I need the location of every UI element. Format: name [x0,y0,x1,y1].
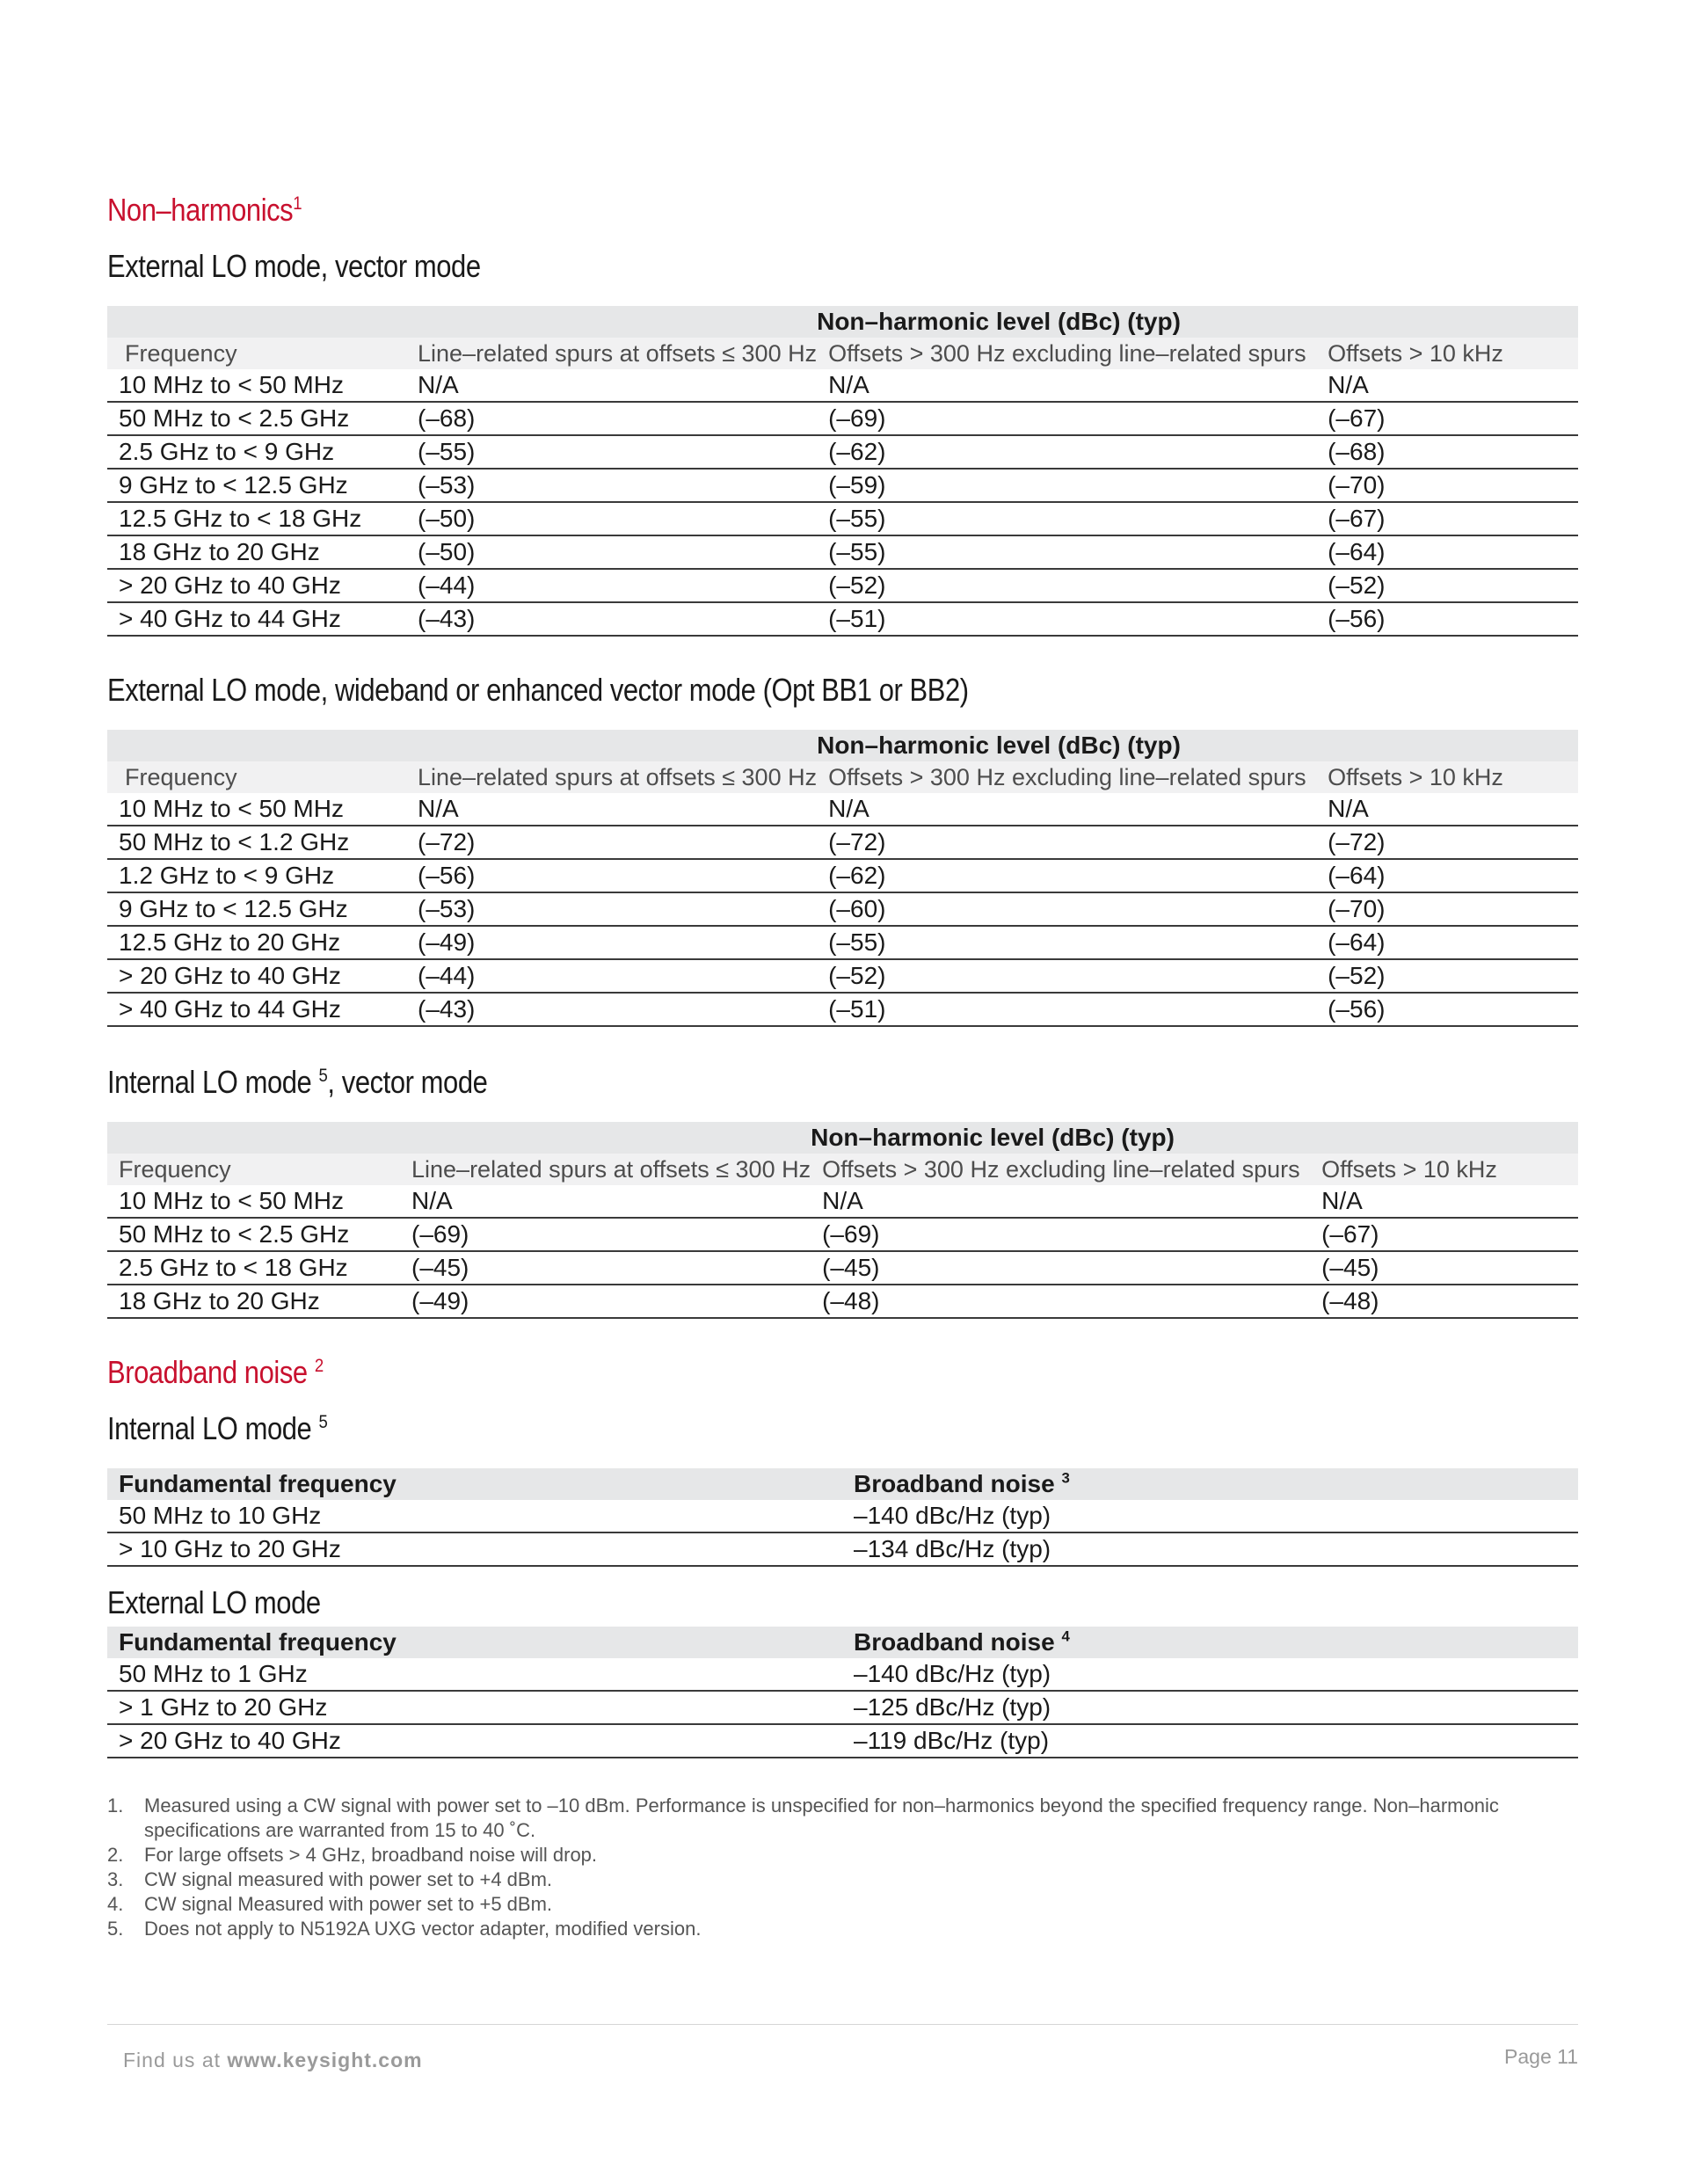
row-value-cell: (–55) [817,502,1316,535]
row-frequency-cell: 2.5 GHz to < 18 GHz [107,1251,400,1285]
footnote-number: 1. [107,1795,124,1816]
table5-heading: External LO mode [107,1584,321,1620]
table2-band-label: Non–harmonic level (dBc) (typ) [817,730,1578,761]
row-frequency-cell: 50 MHz to 1 GHz [107,1658,842,1691]
row-value-cell: –134 dBc/Hz (typ) [842,1532,1578,1566]
footnote-ref: 5 [318,1064,328,1086]
row-value-cell: N/A [406,369,817,402]
row-frequency-cell: 50 MHz to 10 GHz [107,1500,842,1532]
row-value-cell: N/A [1316,793,1578,826]
row-value-cell: (–69) [817,402,1316,435]
footnote-ref: 1 [293,192,302,214]
row-frequency-cell: 1.2 GHz to < 9 GHz [107,859,406,892]
row-frequency-cell: 12.5 GHz to 20 GHz [107,926,406,959]
table1-heading: External LO mode, vector mode [107,248,481,284]
row-value-cell: (–72) [817,826,1316,859]
row-value-cell: (–55) [817,535,1316,569]
row-value-cell: N/A [1310,1185,1578,1218]
table-row [107,1691,1578,1724]
footnote-number: 4. [107,1893,124,1915]
row-frequency-cell: 10 MHz to < 50 MHz [107,369,406,402]
footnote-5 [107,1917,1578,1941]
row-value-cell: (–48) [811,1285,1310,1318]
col-header-line-spurs: Line–related spurs at offsets ≤ 300 Hz [406,338,817,369]
row-value-cell: (–56) [1316,993,1578,1026]
footnote-ref: 2 [314,1354,324,1376]
footnote-number: 2. [107,1844,124,1866]
footnote-3 [107,1867,1578,1892]
page-number: Page 11 [1504,2045,1578,2068]
col-header-broadband-noise [842,1468,1578,1500]
row-frequency-cell: > 20 GHz to 40 GHz [107,569,406,602]
row-value-cell: (–56) [1316,602,1578,636]
row-frequency-cell: 10 MHz to < 50 MHz [107,1185,400,1218]
footnote-1 [107,1794,1578,1843]
row-value-cell: (–53) [406,469,817,502]
col-header-offsets-10k: Offsets > 10 kHz [1316,338,1578,369]
row-frequency-cell: 10 MHz to < 50 MHz [107,793,406,826]
row-value-cell: N/A [400,1185,811,1218]
row-value-cell: (–70) [1316,469,1578,502]
row-value-cell: –125 dBc/Hz (typ) [842,1691,1578,1724]
heading-text: Internal LO mode [107,1410,312,1446]
table3-header-row [107,1154,1578,1185]
heading-text: Internal LO mode [107,1064,312,1100]
footnote-text: CW signal Measured with power set to +5 dBm. [144,1893,553,1915]
table-row [107,826,1578,859]
row-value-cell: (–55) [817,926,1316,959]
row-value-cell: (–67) [1316,502,1578,535]
row-value-cell: (–44) [406,959,817,993]
footer-prefix: Find us at [123,2049,221,2071]
table-row [107,369,1578,402]
footnote-text: Measured using a CW signal with power set to –10 dBm. Performance is unspecified for non–harmonics beyond the specified frequency range. Non–harmonic specifications are warranted from 15 to 40 ˚C. [144,1795,1499,1841]
section-title-text: Non–harmonics [107,192,294,228]
row-value-cell: (–55) [406,435,817,469]
row-value-cell: (–64) [1316,926,1578,959]
row-value-cell: (–64) [1316,859,1578,892]
row-value-cell: (–45) [811,1251,1310,1285]
row-frequency-cell: 12.5 GHz to < 18 GHz [107,502,406,535]
table3 [107,1122,1578,1319]
row-value-cell: (–68) [406,402,817,435]
col-header-text: Broadband noise [854,1470,1055,1497]
table-row [107,435,1578,469]
table-row [107,469,1578,502]
row-frequency-cell: 2.5 GHz to < 9 GHz [107,435,406,469]
row-value-cell: (–68) [1316,435,1578,469]
row-frequency-cell: 50 MHz to < 2.5 GHz [107,1218,400,1251]
table2-header-row [107,761,1578,793]
col-header-frequency: Frequency [107,338,406,369]
row-frequency-cell: 50 MHz to < 2.5 GHz [107,402,406,435]
row-value-cell: –140 dBc/Hz (typ) [842,1500,1578,1532]
col-header-text: Broadband noise [854,1628,1055,1656]
row-value-cell: (–43) [406,993,817,1026]
row-value-cell: (–64) [1316,535,1578,569]
table-row [107,535,1578,569]
col-header-broadband-noise [842,1627,1578,1658]
row-frequency-cell: > 10 GHz to 20 GHz [107,1532,842,1566]
col-header-offsets-300: Offsets > 300 Hz excluding line–related spurs [811,1154,1310,1185]
row-value-cell: (–52) [817,959,1316,993]
section-title-non-harmonics [107,192,302,229]
table-row [107,859,1578,892]
table4 [107,1468,1578,1567]
row-value-cell: (–49) [406,926,817,959]
table-row [107,1185,1578,1218]
col-header-frequency: Frequency [107,761,406,793]
table-row [107,892,1578,926]
table-row [107,1532,1578,1566]
row-value-cell: (–53) [406,892,817,926]
table-row [107,993,1578,1026]
row-value-cell: (–51) [817,602,1316,636]
row-frequency-cell: > 1 GHz to 20 GHz [107,1691,842,1724]
table-row [107,402,1578,435]
row-value-cell: (–67) [1316,402,1578,435]
row-frequency-cell: 50 MHz to < 1.2 GHz [107,826,406,859]
row-value-cell: (–50) [406,502,817,535]
footnote-2 [107,1843,1578,1867]
table5 [107,1627,1578,1758]
row-value-cell: N/A [406,793,817,826]
table2-heading: External LO mode, wideband or enhanced vector mode (Opt BB1 or BB2) [107,672,969,708]
table3-heading [107,1064,487,1101]
table3-band-label: Non–harmonic level (dBc) (typ) [811,1122,1578,1154]
table3-band-row [107,1122,1578,1154]
footnote-number: 3. [107,1868,124,1890]
row-value-cell: (–70) [1316,892,1578,926]
table2 [107,730,1578,1027]
heading-text: , vector mode [327,1064,488,1100]
row-frequency-cell: 18 GHz to 20 GHz [107,535,406,569]
table-row [107,1500,1578,1532]
footer-divider [107,2024,1578,2025]
row-frequency-cell: > 20 GHz to 40 GHz [107,959,406,993]
footnotes [107,1794,1578,1941]
row-value-cell: (–45) [1310,1251,1578,1285]
table-row [107,1285,1578,1318]
row-value-cell: (–43) [406,602,817,636]
row-value-cell: (–59) [817,469,1316,502]
row-value-cell: (–60) [817,892,1316,926]
row-value-cell: –119 dBc/Hz (typ) [842,1724,1578,1758]
col-header-fundamental-frequency: Fundamental frequency [107,1468,842,1500]
col-header-offsets-300: Offsets > 300 Hz excluding line–related spurs [817,761,1316,793]
footnote-4 [107,1892,1578,1917]
row-frequency-cell: > 40 GHz to 44 GHz [107,602,406,636]
row-value-cell: (–45) [400,1251,811,1285]
table-row [107,793,1578,826]
row-value-cell: (–44) [406,569,817,602]
table1-header-row [107,338,1578,369]
col-header-offsets-10k: Offsets > 10 kHz [1310,1154,1578,1185]
row-value-cell: N/A [817,793,1316,826]
footer-website-link[interactable]: www.keysight.com [227,2049,423,2071]
table-row [107,1218,1578,1251]
table1-band-row [107,306,1578,338]
row-frequency-cell: > 40 GHz to 44 GHz [107,993,406,1026]
footnote-ref: 3 [1061,1469,1070,1487]
row-value-cell: (–50) [406,535,817,569]
footer-find-us [123,2049,423,2072]
table-row [107,602,1578,636]
row-value-cell: (–52) [1316,959,1578,993]
table4-header-row [107,1468,1578,1500]
table-row [107,959,1578,993]
row-value-cell: (–52) [1316,569,1578,602]
row-value-cell: (–49) [400,1285,811,1318]
row-frequency-cell: 9 GHz to < 12.5 GHz [107,892,406,926]
col-header-line-spurs: Line–related spurs at offsets ≤ 300 Hz [400,1154,811,1185]
row-frequency-cell: 9 GHz to < 12.5 GHz [107,469,406,502]
row-value-cell: (–67) [1310,1218,1578,1251]
table1-band-label: Non–harmonic level (dBc) (typ) [817,306,1578,338]
footnote-ref: 4 [1061,1627,1070,1645]
table-row [107,926,1578,959]
col-header-frequency: Frequency [107,1154,400,1185]
row-frequency-cell: > 20 GHz to 40 GHz [107,1724,842,1758]
table-row [107,1658,1578,1691]
footnote-text: CW signal measured with power set to +4 dBm. [144,1868,553,1890]
table2-band-row [107,730,1578,761]
footnote-text: For large offsets > 4 GHz, broadband noise will drop. [144,1844,598,1866]
row-value-cell: (–56) [406,859,817,892]
row-value-cell: (–72) [1316,826,1578,859]
table-row [107,502,1578,535]
table-row [107,1251,1578,1285]
section-title-text: Broadband noise [107,1354,308,1390]
table-row [107,1724,1578,1758]
col-header-line-spurs: Line–related spurs at offsets ≤ 300 Hz [406,761,817,793]
row-frequency-cell: 18 GHz to 20 GHz [107,1285,400,1318]
table4-heading [107,1410,327,1447]
footnote-ref: 5 [318,1410,328,1432]
row-value-cell: N/A [817,369,1316,402]
row-value-cell: (–52) [817,569,1316,602]
col-header-offsets-300: Offsets > 300 Hz excluding line–related spurs [817,338,1316,369]
row-value-cell: (–69) [400,1218,811,1251]
table1 [107,306,1578,637]
col-header-fundamental-frequency: Fundamental frequency [107,1627,842,1658]
row-value-cell: (–51) [817,993,1316,1026]
row-value-cell: (–48) [1310,1285,1578,1318]
table-row [107,569,1578,602]
col-header-offsets-10k: Offsets > 10 kHz [1316,761,1578,793]
row-value-cell: (–69) [811,1218,1310,1251]
footnote-text: Does not apply to N5192A UXG vector adapter, modified version. [144,1918,702,1940]
footnote-number: 5. [107,1918,124,1940]
row-value-cell: –140 dBc/Hz (typ) [842,1658,1578,1691]
row-value-cell: N/A [1316,369,1578,402]
row-value-cell: (–72) [406,826,817,859]
table5-header-row [107,1627,1578,1658]
row-value-cell: (–62) [817,859,1316,892]
row-value-cell: (–62) [817,435,1316,469]
section-title-broadband-noise [107,1354,324,1391]
row-value-cell: N/A [811,1185,1310,1218]
